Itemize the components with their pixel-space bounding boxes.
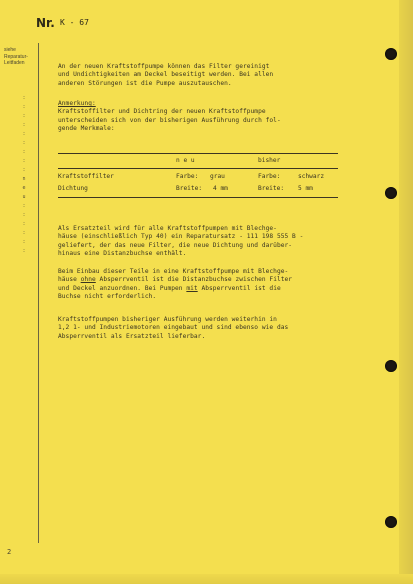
table-header-bisher: bisher [258,157,281,164]
margin-rule [38,43,39,543]
table-rule-mid [58,168,338,169]
text-line: An der neuen Kraftstoffpumpe können das Filter gereinigt [58,63,270,70]
text-line: 1,2 1- und Industriemotoren eingebaut und sind ebenso wie das [58,324,289,332]
side-ref-line: Leitfaden [4,60,25,66]
page-edge-right [399,0,413,584]
table-rule-top [58,153,338,154]
header-nr-label: Nr. [36,16,55,30]
binder-hole [385,48,397,60]
table-cell-value: 4 mm [213,185,228,192]
text-line: hinaus eine Distanzbuchse enthält. [58,249,187,257]
side-ref-line: siehe [4,47,16,53]
text-line: Absperrventil als Ersatzteil lieferbar. [58,332,206,340]
text-line: Als Ersatzteil wird für alle Kraftstoffpumpen mit Blechge- [58,225,277,232]
page-edge-bottom [0,574,413,584]
neu-letter: u [22,194,26,200]
side-reference [4,47,38,67]
page-number: 2 [7,548,12,556]
table-row-label: Dichtung [58,185,88,192]
text-line: unterscheiden sich von der bisherigen Ausführung durch fol- [58,116,281,124]
table-cell-key: Farbe: [258,173,281,180]
header-number: K - 67 [60,18,89,27]
table-cell-key: Breite: [176,185,203,192]
text-line: und Deckel anzuordnen. Bei Pumpen mit Absperrventil ist die [58,284,281,292]
table-cell-value: schwarz [298,173,325,180]
table-rule-bottom [58,197,338,198]
text-line: Kraftstoffpumpen bisheriger Ausführung werden weiterhin in [58,316,277,323]
side-ref-line: Reparatur- [4,53,28,60]
anmerkung-heading: Anmerkung: [58,100,96,107]
paragraph-repair-kit [58,225,358,258]
table-row-label: Kraftstoffilter [58,173,114,180]
emphasis-mit: mit [186,284,198,292]
table-header-neu: n e u [176,157,195,164]
paragraph-repair-info [58,63,358,88]
table-cell-key: Breite: [258,185,285,192]
anmerkung-section [58,100,348,133]
binder-hole [385,187,397,199]
table-cell-key: Farbe: [176,173,199,180]
paragraph-installation [58,268,358,301]
text-line: Beim Einbau dieser Teile in eine Kraftstoffpumpe mit Blechge- [58,268,289,275]
binder-hole [385,516,397,528]
text-line: anderen Störungen ist die Pumpe auszutauschen. [58,79,232,87]
binder-hole [385,360,397,372]
text-line: geliefert, der das neue Filter, die neue Dichtung und darüber- [58,241,293,249]
neu-margin-marker: : : : : : : : : : n e u : : : : : : [22,95,26,254]
text-line: Buchse nicht erforderlich. [58,292,157,300]
text-line: und Undichtigkeiten am Deckel beseitigt werden. Bei allen [58,71,274,79]
table-cell-value: grau [210,173,225,180]
neu-letter: n [22,176,26,182]
text-line: gende Merkmale: [58,124,115,132]
neu-letter: e [22,185,26,191]
emphasis-ohne: ohne [80,276,96,284]
text-line: Kraftstoffilter und Dichtring der neuen Kraftstoffpumpe [58,108,266,116]
text-line: häuse ohne Absperrventil ist die Distanzbuchse zwischen Filter [58,276,293,284]
text-line: häuse (einschließlich Typ 40) ein Reparatursatz - 111 198 555 B - [58,233,304,241]
table-cell-value: 5 mm [298,185,313,192]
paragraph-previous-version [58,316,358,341]
